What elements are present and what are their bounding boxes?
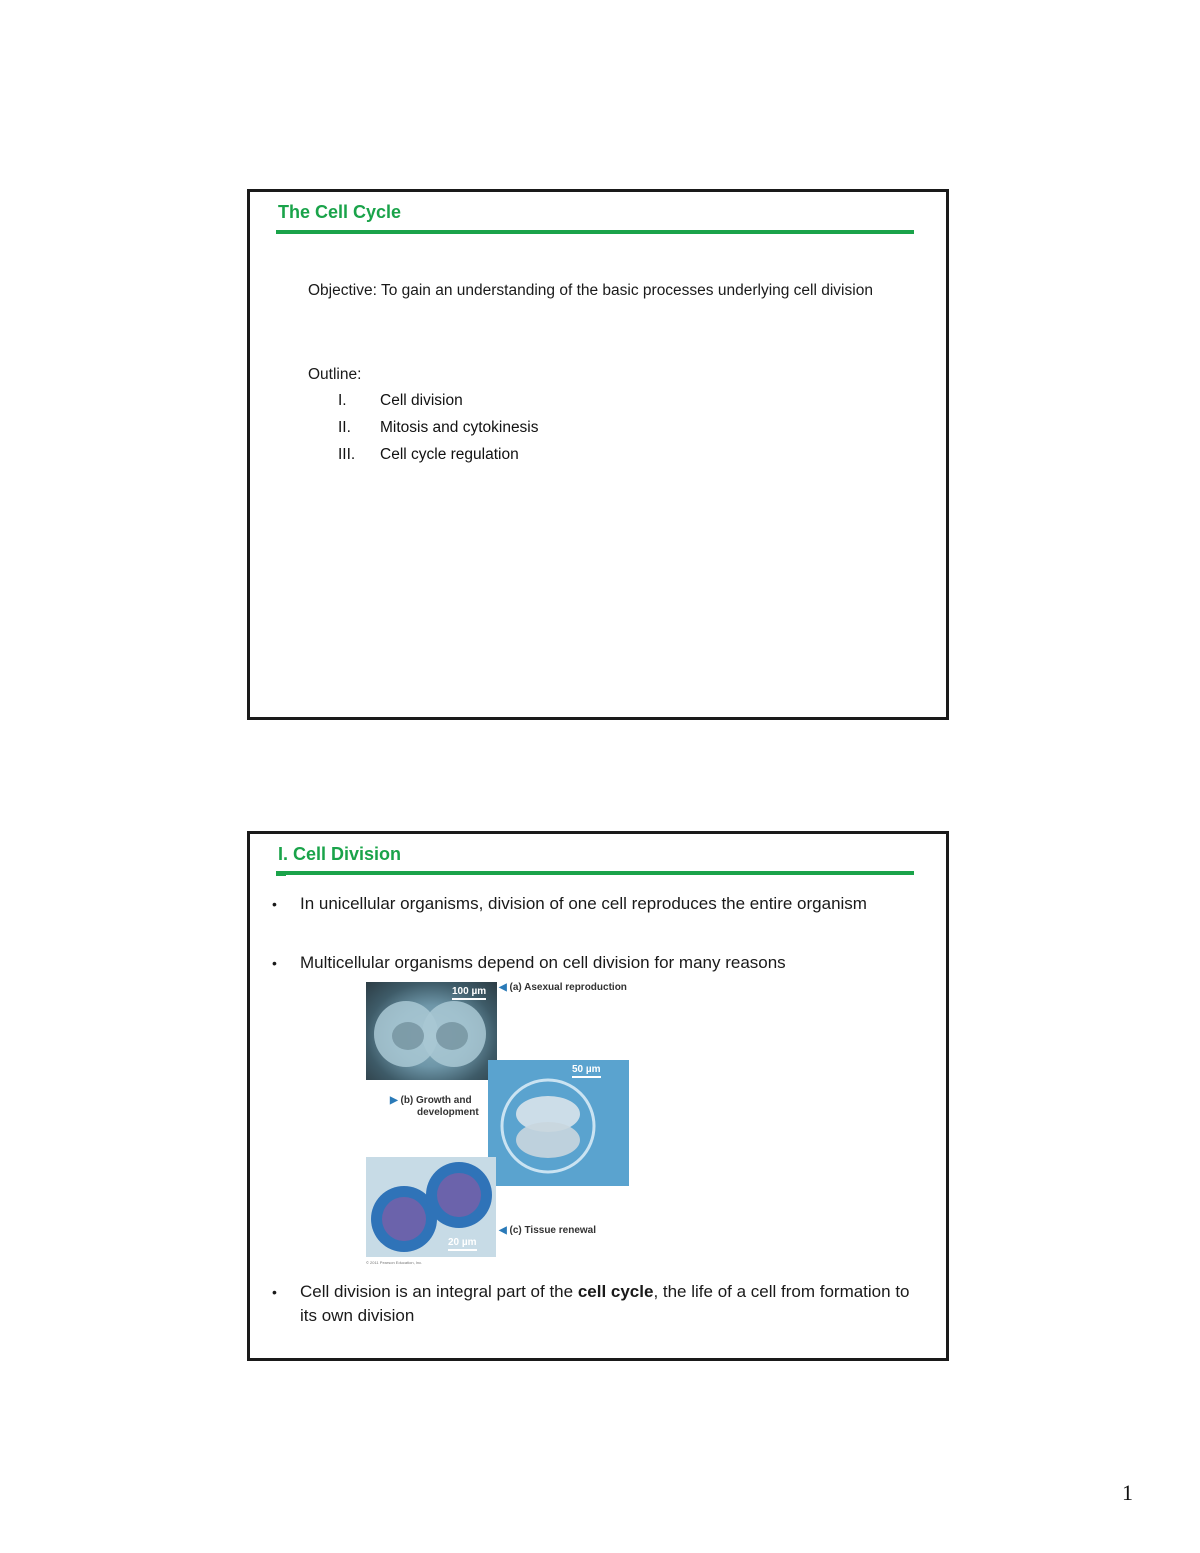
outline-list [338, 390, 539, 471]
asexual-reproduction-micrograph [366, 982, 497, 1080]
page-number: 1 [1122, 1480, 1133, 1505]
tissue-renewal-micrograph [366, 1157, 496, 1257]
label-tissue-renewal: ◀ (c) Tissue renewal [499, 1225, 597, 1236]
scale-bar-a: 100 µm [452, 986, 486, 1000]
bullet-icon: • [272, 1284, 277, 1300]
image-credit: © 2011 Pearson Education, Inc. [366, 1260, 423, 1265]
growth-development-micrograph [488, 1060, 629, 1186]
bullet-icon: • [272, 896, 277, 912]
scale-bar-b: 50 µm [572, 1064, 601, 1078]
outline-item: II. Mitosis and cytokinesis [338, 419, 539, 436]
outline-label: Outline: [308, 366, 362, 383]
term-cell-cycle: cell cycle [577, 1282, 654, 1301]
outline-item: III. Cell cycle regulation [338, 446, 519, 463]
title-underline [276, 871, 914, 875]
title-underline [276, 230, 914, 234]
slide-2-title: I. Cell Division [278, 844, 402, 864]
scale-bar-c: 20 µm [448, 1237, 477, 1251]
bullet-item: • Cell division is an integral part of the cell cycle, the life of a cell from formation to its own division [272, 1282, 910, 1325]
arrow-left-icon: ◀ [499, 982, 507, 993]
arrow-left-icon: ◀ [499, 1225, 507, 1236]
label-growth-development: ▶ (b) Growth and development [390, 1095, 479, 1118]
slide-1 [247, 189, 949, 720]
bullet-item: • Multicellular organisms depend on cell division for many reasons [272, 951, 920, 975]
slide-2 [247, 831, 949, 1361]
label-asexual-reproduction: ◀ (a) Asexual reproduction [499, 982, 627, 993]
cell-division-figure [363, 982, 663, 1267]
objective-text: Objective: To gain an understanding of the basic processes underlying cell division [308, 282, 873, 299]
bullet-icon: • [272, 955, 277, 971]
outline-item: I. Cell division [338, 392, 463, 409]
arrow-right-icon: ▶ [390, 1095, 398, 1106]
slide-1-title: The Cell Cycle [278, 202, 402, 222]
bullet-item: • In unicellular organisms, division of one cell reproduces the entire organism [272, 892, 920, 916]
title-underline-tick [276, 874, 286, 876]
